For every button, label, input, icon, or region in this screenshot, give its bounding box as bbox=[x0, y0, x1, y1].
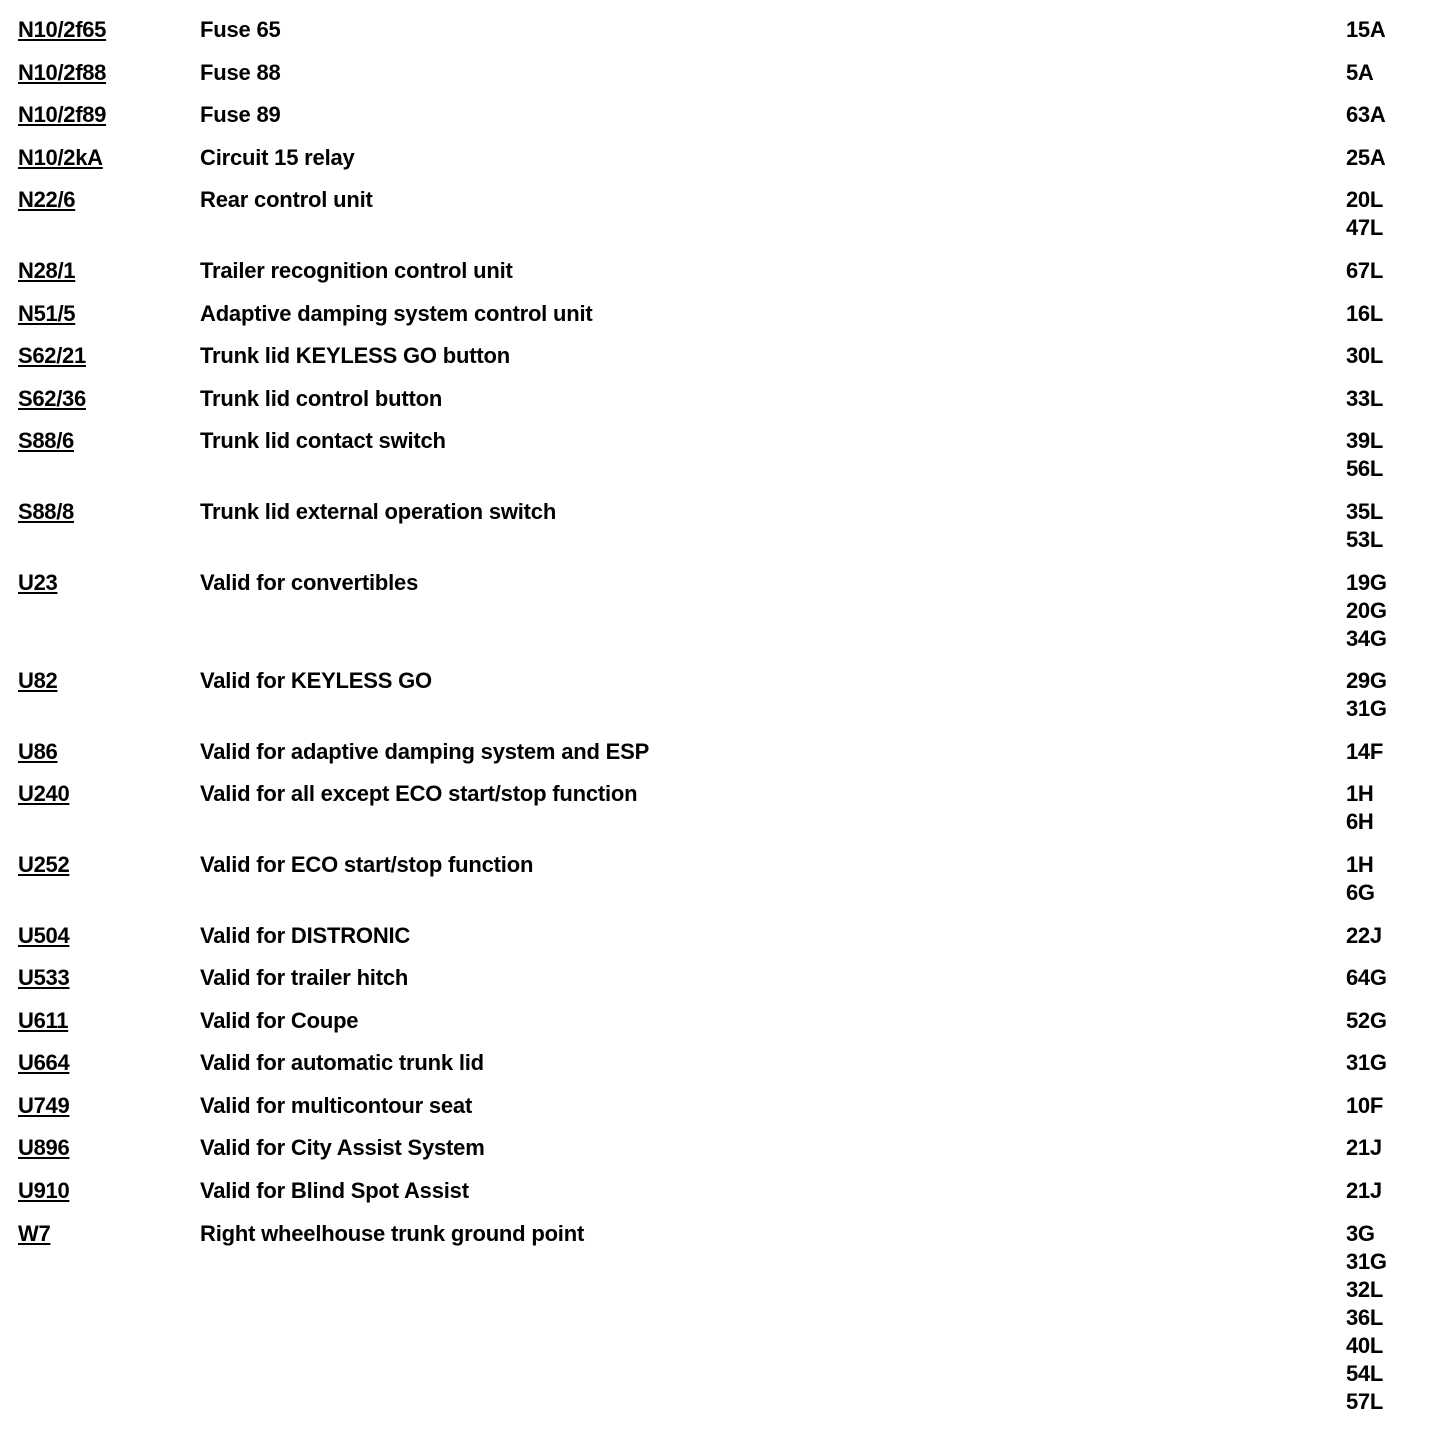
legend-row bbox=[0, 427, 1440, 483]
grid-locations bbox=[1346, 1134, 1440, 1162]
grid-locations bbox=[1346, 257, 1440, 285]
legend-row bbox=[0, 1177, 1440, 1205]
grid-location: 21J bbox=[1346, 1135, 1382, 1161]
grid-locations bbox=[1346, 1007, 1440, 1035]
component-code-link[interactable]: N51/5 bbox=[18, 300, 76, 326]
legend-row bbox=[0, 257, 1440, 285]
grid-locations bbox=[1346, 186, 1440, 242]
grid-location: 34G bbox=[1346, 625, 1387, 651]
grid-locations bbox=[1346, 738, 1440, 766]
grid-location: 47L bbox=[1346, 215, 1384, 241]
grid-location: 31G bbox=[1346, 1248, 1387, 1274]
grid-locations bbox=[1346, 780, 1440, 836]
component-code-link[interactable]: S62/36 bbox=[18, 385, 86, 411]
component-code-link[interactable]: N22/6 bbox=[18, 187, 76, 213]
component-code-link[interactable]: N10/2f65 bbox=[18, 17, 107, 42]
component-description: Valid for Blind Spot Assist bbox=[200, 1178, 469, 1204]
component-code-link[interactable]: N10/2f89 bbox=[18, 102, 107, 128]
grid-locations bbox=[1346, 101, 1440, 129]
component-code-link[interactable]: W7 bbox=[18, 1220, 51, 1246]
grid-location: 10F bbox=[1346, 1092, 1384, 1118]
legend-row bbox=[0, 59, 1440, 87]
component-code-link[interactable]: U611 bbox=[18, 1007, 69, 1033]
legend-row bbox=[0, 1049, 1440, 1077]
component-description: Fuse 89 bbox=[200, 102, 281, 128]
component-description: Adaptive damping system control unit bbox=[200, 300, 593, 326]
grid-location: 40L bbox=[1346, 1332, 1384, 1358]
grid-locations bbox=[1346, 1092, 1440, 1120]
legend-row bbox=[0, 667, 1440, 723]
legend-row bbox=[0, 780, 1440, 836]
grid-locations bbox=[1346, 1220, 1440, 1416]
component-description: Valid for Coupe bbox=[200, 1007, 359, 1033]
component-description: Circuit 15 relay bbox=[200, 144, 355, 170]
grid-location: 30L bbox=[1346, 343, 1384, 369]
legend-row bbox=[0, 1007, 1440, 1035]
legend-row bbox=[0, 922, 1440, 950]
component-code-link[interactable]: U910 bbox=[18, 1178, 70, 1204]
legend-row bbox=[0, 144, 1440, 172]
legend-row bbox=[0, 1220, 1440, 1416]
component-description: Valid for ECO start/stop function bbox=[200, 851, 534, 877]
component-code-link[interactable]: S88/8 bbox=[18, 498, 74, 524]
component-description: Valid for KEYLESS GO bbox=[200, 668, 432, 694]
grid-location: 25A bbox=[1346, 144, 1386, 170]
component-description: Valid for City Assist System bbox=[200, 1135, 485, 1161]
grid-locations bbox=[1346, 144, 1440, 172]
grid-location: 21J bbox=[1346, 1178, 1382, 1204]
grid-location: 15A bbox=[1346, 17, 1386, 42]
component-code-link[interactable]: U240 bbox=[18, 781, 70, 807]
component-description: Rear control unit bbox=[200, 187, 373, 213]
legend-row bbox=[0, 16, 1440, 44]
legend-row bbox=[0, 498, 1440, 554]
component-description: Trunk lid contact switch bbox=[200, 428, 446, 454]
grid-location: 19G bbox=[1346, 569, 1387, 595]
legend-row bbox=[0, 186, 1440, 242]
grid-location: 5A bbox=[1346, 59, 1374, 85]
grid-location: 6H bbox=[1346, 809, 1374, 835]
component-code-link[interactable]: U533 bbox=[18, 965, 70, 991]
grid-locations bbox=[1346, 667, 1440, 723]
grid-locations bbox=[1346, 1177, 1440, 1205]
component-description: Trailer recognition control unit bbox=[200, 257, 513, 283]
grid-location: 20G bbox=[1346, 597, 1387, 623]
grid-locations bbox=[1346, 16, 1440, 44]
grid-location: 53L bbox=[1346, 526, 1384, 552]
component-description: Valid for trailer hitch bbox=[200, 965, 409, 991]
component-code-link[interactable]: U504 bbox=[18, 922, 70, 948]
grid-location: 31G bbox=[1346, 1050, 1387, 1076]
grid-location: 54L bbox=[1346, 1360, 1384, 1386]
legend-row bbox=[0, 385, 1440, 413]
legend-row bbox=[0, 1092, 1440, 1120]
grid-location: 14F bbox=[1346, 738, 1384, 764]
grid-location: 56L bbox=[1346, 456, 1384, 482]
grid-location: 35L bbox=[1346, 498, 1384, 524]
component-code-link[interactable]: U749 bbox=[18, 1092, 70, 1118]
grid-location: 6G bbox=[1346, 879, 1375, 905]
component-description: Valid for convertibles bbox=[200, 569, 419, 595]
component-description: Right wheelhouse trunk ground point bbox=[200, 1220, 585, 1246]
legend-row bbox=[0, 101, 1440, 129]
grid-locations bbox=[1346, 385, 1440, 413]
grid-location: 33L bbox=[1346, 385, 1384, 411]
grid-locations bbox=[1346, 851, 1440, 907]
grid-locations bbox=[1346, 964, 1440, 992]
component-description: Valid for adaptive damping system and ESP bbox=[200, 738, 650, 764]
component-code-link[interactable]: N10/2f88 bbox=[18, 59, 107, 85]
grid-locations bbox=[1346, 498, 1440, 554]
grid-location: 63A bbox=[1346, 102, 1386, 128]
component-description: Fuse 65 bbox=[200, 17, 281, 42]
component-description: Trunk lid KEYLESS GO button bbox=[200, 343, 510, 369]
grid-location: 1H bbox=[1346, 851, 1374, 877]
component-description: Valid for DISTRONIC bbox=[200, 922, 411, 948]
grid-location: 32L bbox=[1346, 1276, 1384, 1302]
grid-location: 22J bbox=[1346, 922, 1382, 948]
legend-row bbox=[0, 738, 1440, 766]
component-code-link[interactable]: N10/2kA bbox=[18, 144, 103, 170]
grid-locations bbox=[1346, 569, 1440, 653]
grid-locations bbox=[1346, 300, 1440, 328]
component-code-link[interactable]: U896 bbox=[18, 1135, 70, 1161]
component-description: Valid for all except ECO start/stop function bbox=[200, 781, 638, 807]
component-code-link[interactable]: U23 bbox=[18, 569, 58, 595]
component-description: Fuse 88 bbox=[200, 59, 281, 85]
component-code-link[interactable]: U86 bbox=[18, 738, 58, 764]
legend-row bbox=[0, 342, 1440, 370]
component-description: Valid for automatic trunk lid bbox=[200, 1050, 484, 1076]
component-code-link[interactable]: U82 bbox=[18, 668, 58, 694]
grid-location: 57L bbox=[1346, 1388, 1384, 1414]
legend-row bbox=[0, 964, 1440, 992]
legend-row bbox=[0, 1134, 1440, 1162]
grid-location: 52G bbox=[1346, 1007, 1387, 1033]
grid-location: 31G bbox=[1346, 696, 1387, 722]
grid-location: 16L bbox=[1346, 300, 1384, 326]
legend-row bbox=[0, 300, 1440, 328]
grid-locations bbox=[1346, 59, 1440, 87]
legend-row bbox=[0, 851, 1440, 907]
grid-location: 1H bbox=[1346, 781, 1374, 807]
grid-location: 36L bbox=[1346, 1304, 1384, 1330]
grid-location: 20L bbox=[1346, 187, 1384, 213]
grid-locations bbox=[1346, 427, 1440, 483]
legend-row bbox=[0, 569, 1440, 653]
component-code-link[interactable]: U664 bbox=[18, 1050, 70, 1076]
component-code-link[interactable]: N28/1 bbox=[18, 257, 76, 283]
grid-location: 67L bbox=[1346, 257, 1384, 283]
component-description: Valid for multicontour seat bbox=[200, 1092, 473, 1118]
component-code-link[interactable]: S62/21 bbox=[18, 343, 86, 369]
grid-location: 3G bbox=[1346, 1220, 1375, 1246]
component-legend-table bbox=[0, 16, 1440, 1430]
component-code-link[interactable]: U252 bbox=[18, 851, 70, 877]
component-description: Trunk lid control button bbox=[200, 385, 443, 411]
grid-locations bbox=[1346, 1049, 1440, 1077]
grid-location: 39L bbox=[1346, 428, 1384, 454]
grid-location: 64G bbox=[1346, 965, 1387, 991]
grid-location: 29G bbox=[1346, 668, 1387, 694]
grid-locations bbox=[1346, 922, 1440, 950]
component-code-link[interactable]: S88/6 bbox=[18, 428, 74, 454]
component-description: Trunk lid external operation switch bbox=[200, 498, 557, 524]
grid-locations bbox=[1346, 342, 1440, 370]
